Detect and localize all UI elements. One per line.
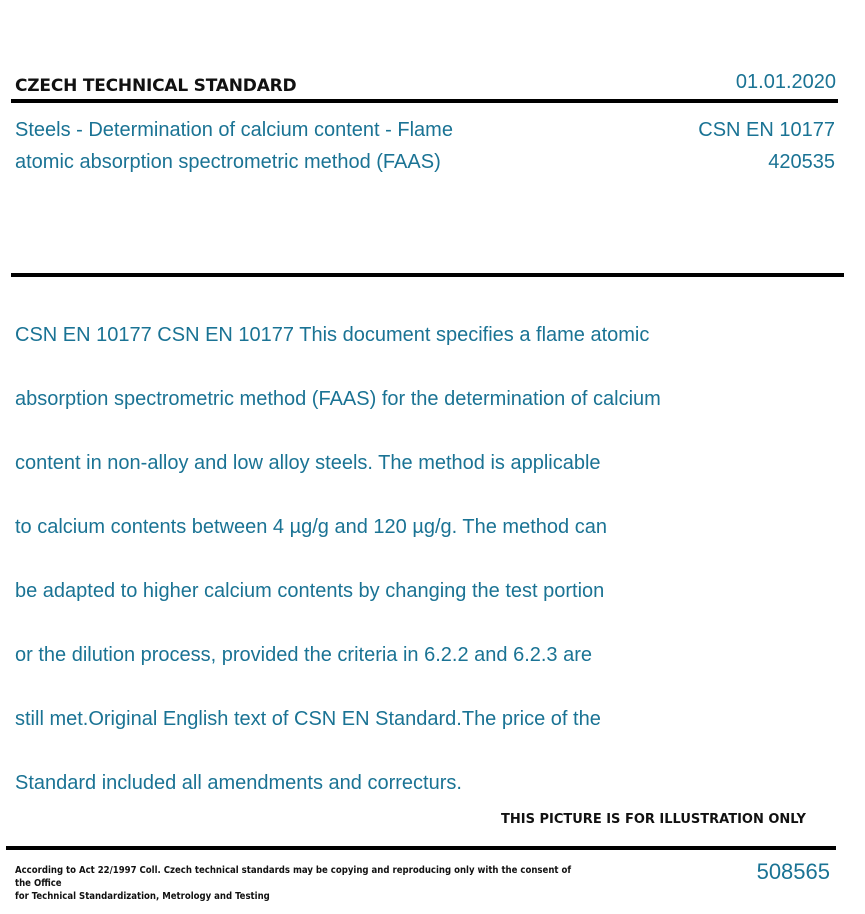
illustration-note: THIS PICTURE IS FOR ILLUSTRATION ONLY: [501, 812, 806, 827]
title-line-1: Steels - Determination of calcium content - Flame: [15, 119, 453, 141]
abstract-line: be adapted to higher calcium contents by changing the test portion: [15, 580, 605, 602]
legal-line-1: According to Act 22/1997 Coll. Czech technical standards may be copying and reproducing only with the consent of the Office: [15, 865, 572, 889]
legal-note: [15, 864, 585, 903]
abstract-line: to calcium contents between 4 µg/g and 120 µg/g. The method can: [15, 516, 607, 538]
document-number: 508565: [756, 859, 830, 884]
header-date: 01.01.2020: [735, 71, 836, 93]
abstract-line: content in non-alloy and low alloy steels. The method is applicable: [15, 452, 601, 474]
header-label: CZECH TECHNICAL STANDARD: [15, 76, 297, 96]
abstract-line: still met.Original English text of CSN EN Standard.The price of the: [15, 708, 601, 730]
catalog-number: 420535: [768, 151, 835, 173]
abstract-text: [15, 287, 735, 831]
document-title: [15, 114, 535, 178]
title-line-2: atomic absorption spectrometric method (FAAS): [15, 151, 441, 173]
legal-line-2: for Technical Standardization, Metrology and Testing: [15, 891, 270, 902]
middle-divider: [11, 273, 844, 277]
abstract-line: or the dilution process, provided the criteria in 6.2.2 and 6.2.3 are: [15, 644, 593, 666]
abstract-line: absorption spectrometric method (FAAS) for the determination of calcium: [15, 388, 661, 410]
abstract-line: CSN EN 10177 CSN EN 10177 This document specifies a flame atomic: [15, 324, 650, 346]
standard-codes: [698, 114, 835, 178]
abstract-line: Standard included all amendments and correcturs.: [15, 772, 462, 794]
top-divider: [11, 99, 838, 103]
standard-code: CSN EN 10177: [698, 119, 835, 141]
bottom-divider: [6, 846, 836, 850]
